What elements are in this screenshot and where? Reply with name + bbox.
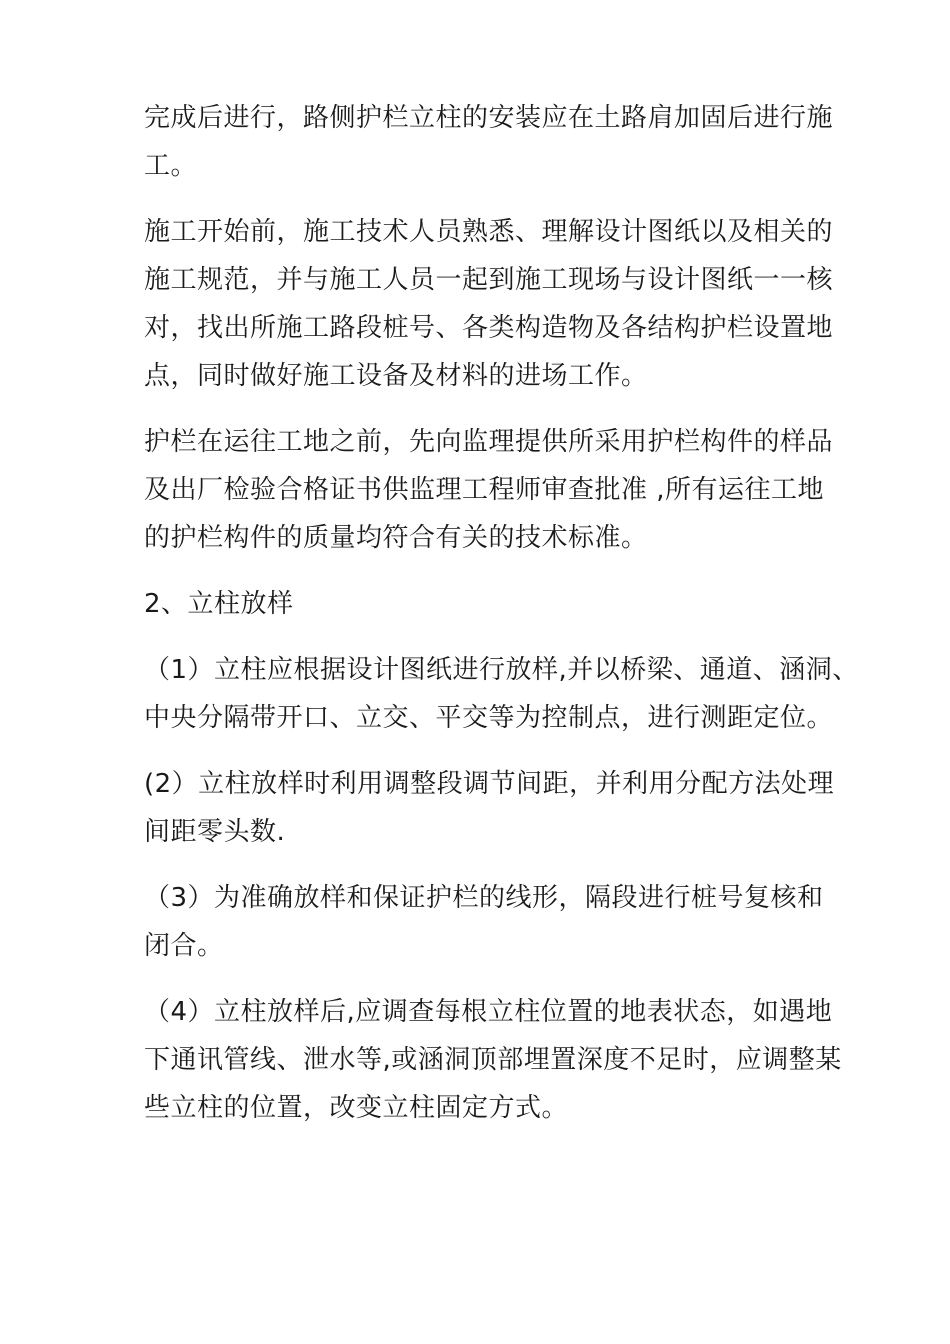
section-heading — [144, 580, 816, 628]
paragraph-2 — [144, 208, 834, 400]
text-line: 对，找出所施工路段桩号、各类构造物及各结构护栏设置地 — [144, 313, 834, 343]
text-line: 及出厂检验合格证书供监理工程师审查批准 ,所有运往工地 — [144, 475, 825, 505]
text-line: 间距零头数. — [144, 817, 286, 847]
text-line: 护栏在运往工地之前，先向监理提供所采用护栏构件的样品 — [144, 427, 834, 457]
heading-text: 2、立柱放样 — [144, 589, 294, 619]
text-line: （4）立柱放样后,应调查每根立柱位置的地表状态，如遇地 — [144, 997, 833, 1027]
text-line: 些立柱的位置，改变立柱固定方式。 — [144, 1093, 569, 1123]
text-line: 中央分隔带开口、立交、平交等为控制点，进行测距定位。 — [144, 703, 834, 733]
text-line: 施工规范，并与施工人员一起到施工现场与设计图纸一一核 — [144, 265, 834, 295]
paragraph-3 — [144, 418, 834, 562]
text-line: (2）立柱放样时利用调整段调节间距，并利用分配方法处理 — [144, 769, 835, 799]
text-line: 下通讯管线、泄水等,或涵洞顶部埋置深度不足时，应调整某 — [144, 1045, 842, 1075]
text-line: 闭合。 — [144, 931, 224, 961]
text-line: 工。 — [144, 151, 198, 181]
list-item-1 — [144, 646, 859, 742]
text-line: 的护栏构件的质量均符合有关的技术标准。 — [144, 523, 648, 553]
text-line: 点，同时做好施工设备及材料的进场工作。 — [144, 361, 648, 391]
text-line: 完成后进行，路侧护栏立柱的安装应在土路肩加固后进行施 — [144, 103, 834, 133]
document-body — [144, 94, 859, 1150]
list-item-2 — [144, 760, 835, 856]
text-line: （1）立柱应根据设计图纸进行放样,并以桥梁、通道、涵洞、 — [144, 655, 859, 685]
text-line: （3）为准确放样和保证护栏的线形，隔段进行桩号复核和 — [144, 883, 824, 913]
list-item-4 — [144, 988, 842, 1132]
text-line: 施工开始前，施工技术人员熟悉、理解设计图纸以及相关的 — [144, 217, 834, 247]
paragraph-1 — [144, 94, 834, 190]
list-item-3 — [144, 874, 824, 970]
